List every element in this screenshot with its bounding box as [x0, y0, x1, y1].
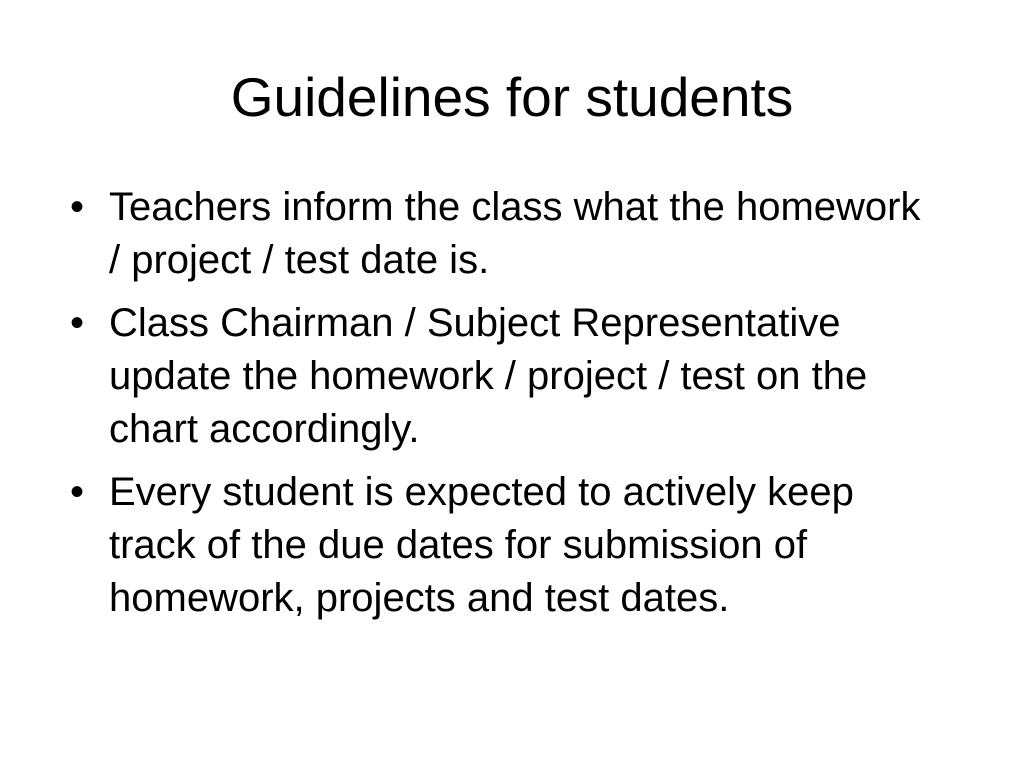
bullet-text: Class Chairman / Subject Representative update the homework / project / test on the chart accordingly. [109, 301, 868, 451]
bullet-list [70, 181, 930, 635]
bullet-item [70, 181, 930, 287]
bullet-dot-icon: • [70, 301, 85, 345]
bullet-dot-icon: • [70, 470, 85, 514]
bullet-item [70, 297, 930, 456]
bullet-text: Teachers inform the class what the homework / project / test date is. [109, 185, 921, 282]
slide-title: Guidelines for students [230, 66, 794, 128]
bullet-dot-icon: • [70, 185, 85, 229]
bullet-item [70, 466, 930, 625]
bullet-text: Every student is expected to actively keep track of the due dates for submission of homework, projects and test dates. [109, 470, 854, 620]
